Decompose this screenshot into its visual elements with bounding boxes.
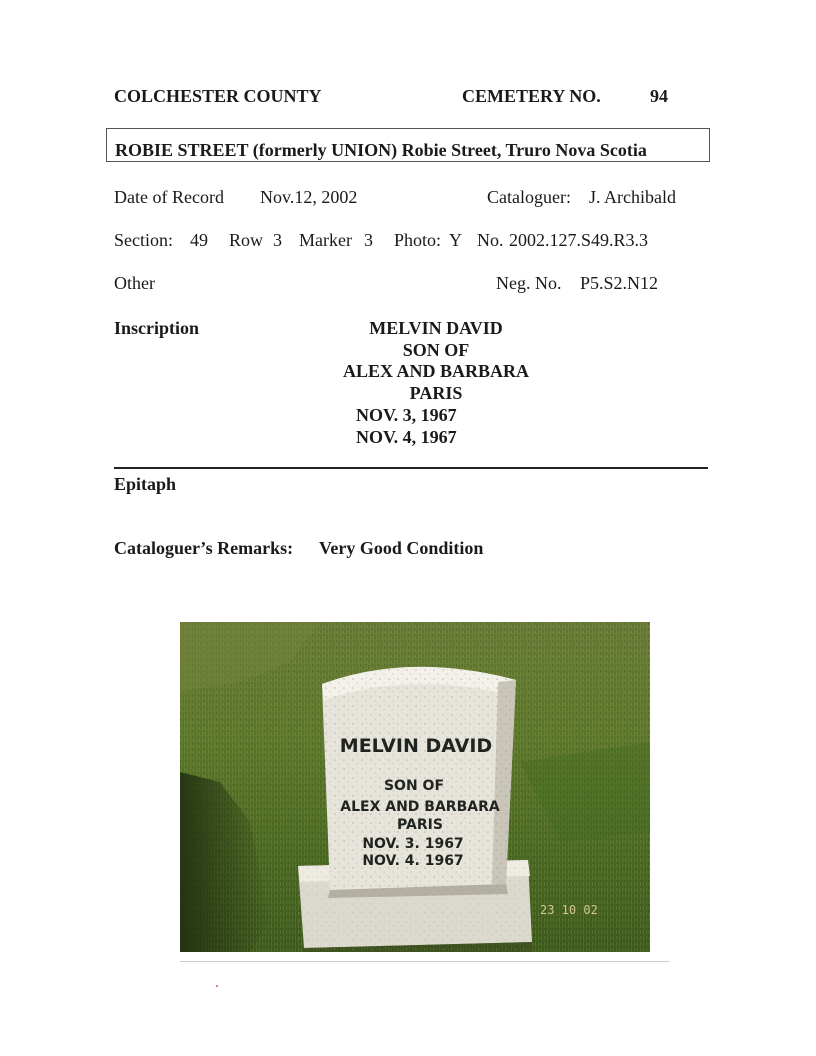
cemetery-number: 94 [650, 86, 668, 106]
date-of-record-value: Nov.12, 2002 [260, 187, 358, 207]
cemetery-number-label: CEMETERY NO. [462, 86, 601, 106]
section-label: Section: [114, 230, 173, 250]
stone-line-6: NOV. 4. 1967 [362, 853, 464, 869]
stone-line-4: PARIS [397, 817, 443, 833]
cataloguer-value: J. Archibald [589, 187, 676, 207]
section-value: 49 [190, 230, 208, 250]
remarks-label: Cataloguer’s Remarks: [114, 538, 294, 558]
neg-number-value: P5.S2.N12 [580, 273, 659, 293]
inscription-line-5: NOV. 3, 1967 [356, 405, 457, 425]
inscription-line-2: SON OF [402, 340, 470, 360]
row-value: 3 [273, 230, 282, 250]
other-label: Other [114, 273, 155, 293]
photo-label: Photo: [394, 230, 442, 250]
inscription-line-1: MELVIN DAVID [369, 318, 503, 338]
inscription-label: Inscription [114, 318, 200, 338]
section-divider [114, 467, 708, 469]
stone-line-1: MELVIN DAVID [339, 735, 493, 757]
cataloguer-label: Cataloguer: [487, 187, 571, 207]
cemetery-title: ROBIE STREET (formerly UNION) Robie Street, Truro Nova Scotia [115, 140, 647, 160]
headstone-photo [180, 622, 650, 952]
county-heading: COLCHESTER COUNTY [114, 86, 322, 106]
inscription-line-4: PARIS [409, 383, 463, 403]
record-number-value: 2002.127.S49.R3.3 [509, 230, 649, 250]
epitaph-label: Epitaph [114, 474, 177, 494]
inscription-line-6: NOV. 4, 1967 [356, 427, 457, 447]
scan-speck [216, 985, 218, 987]
photo-date-stamp: 23 10 02 [540, 903, 598, 917]
neg-number-label: Neg. No. [496, 273, 562, 293]
row-label: Row [229, 230, 264, 250]
cemetery-title-box [106, 128, 710, 162]
date-of-record-label: Date of Record [114, 187, 224, 207]
remarks-value: Very Good Condition [319, 538, 484, 558]
photo-value: Y [449, 230, 462, 250]
record-number-label: No. [477, 230, 504, 250]
marker-value: 3 [364, 230, 373, 250]
photo-underline [180, 961, 670, 962]
headstone-photo-graphic [180, 622, 650, 952]
stone-line-5: NOV. 3. 1967 [362, 836, 464, 852]
stone-line-2: SON OF [383, 778, 445, 794]
marker-label: Marker [299, 230, 352, 250]
inscription-line-3: ALEX AND BARBARA [342, 361, 530, 381]
stone-line-3: ALEX AND BARBARA [340, 799, 500, 815]
